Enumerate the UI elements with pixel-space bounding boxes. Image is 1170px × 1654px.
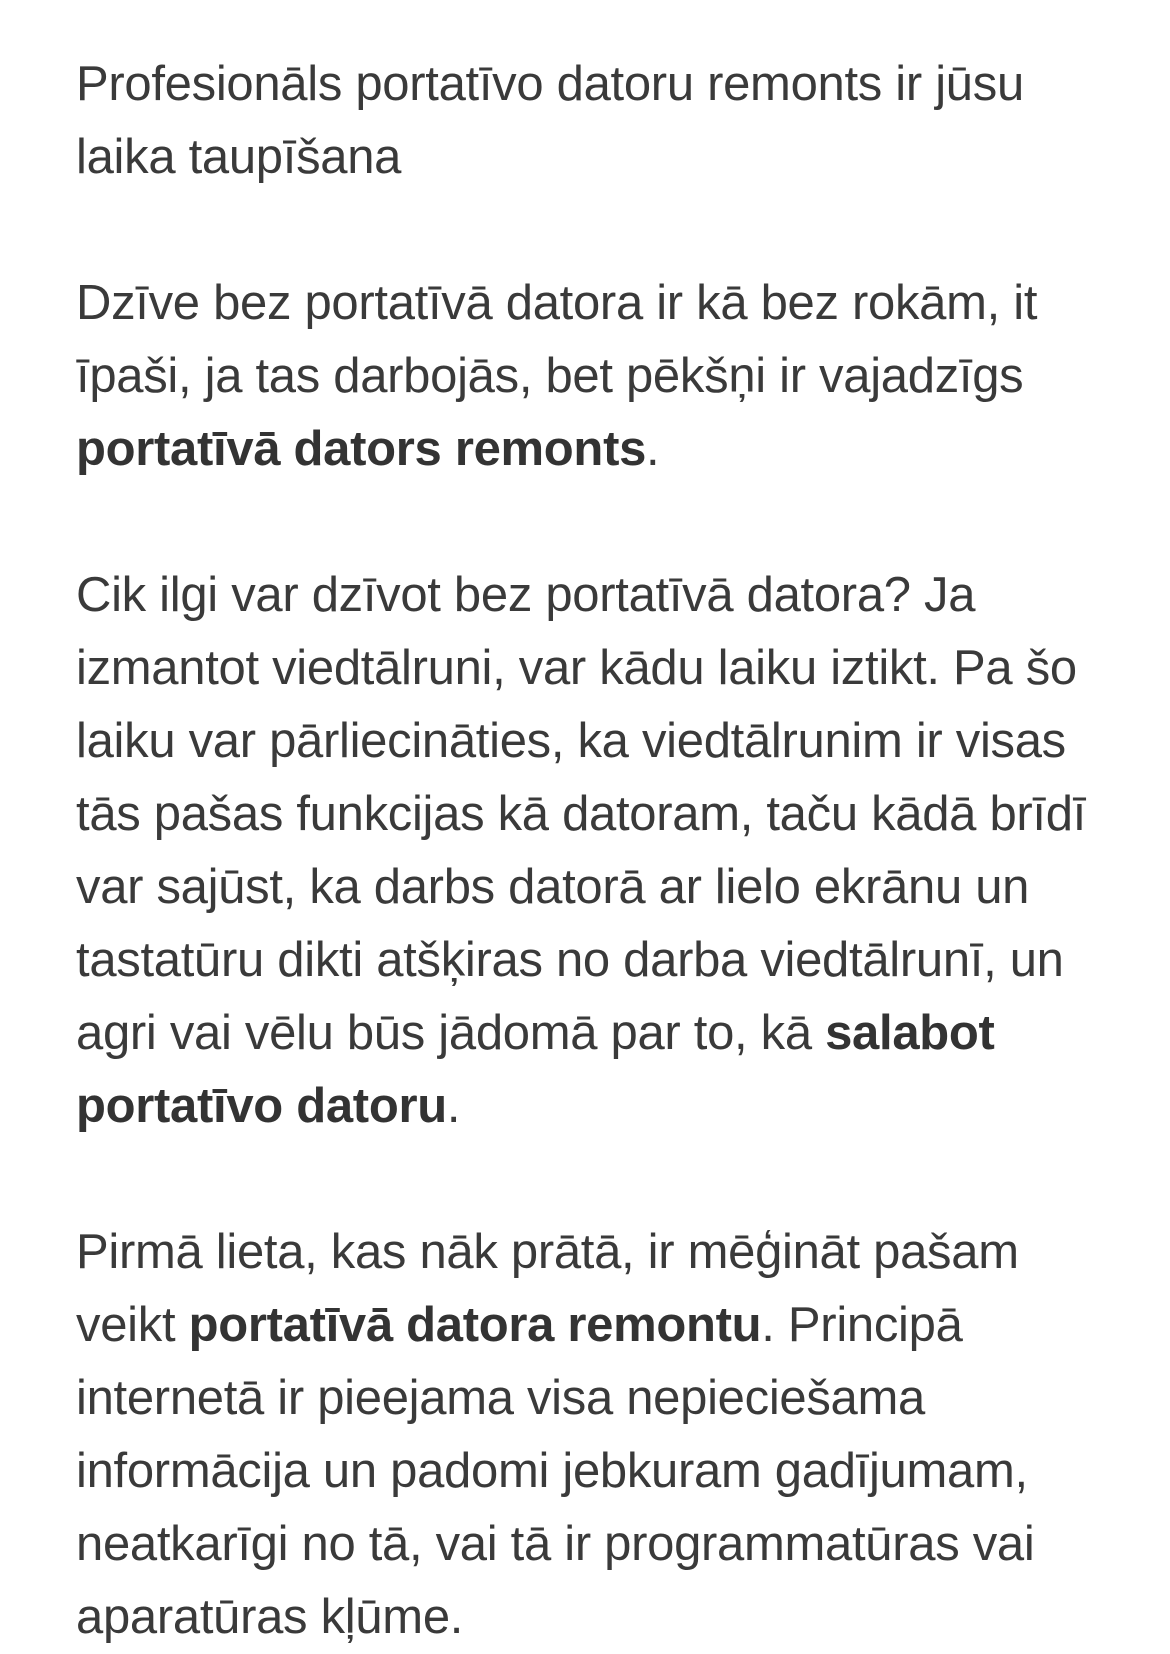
paragraph-2-keyword: salabot portatīvo datoru (76, 1006, 995, 1133)
paragraph-1-end: . (646, 422, 660, 476)
article-heading: Profesionāls portatīvo datoru remonts ir jūsu laika taupīšana (76, 57, 1024, 184)
paragraph-3-end: . Principā internetā ir pieejama visa nepieciešama informācija un padomi jebkuram gadījumam, neatkarīgi no tā, vai tā ir programmatūras vai aparatūras kļūme. (76, 1298, 1035, 1644)
paragraph-2 (76, 559, 1116, 1143)
paragraph-1-keyword: portatīvā dators remonts (76, 422, 647, 476)
article-body (76, 48, 1116, 1654)
paragraph-2-text: Cik ilgi var dzīvot bez portatīvā datora? Ja izmantot viedtālruni, var kādu laiku iztikt. Pa šo laiku var pārliecināties, ka viedtālrunim ir visas tās pašas funkcijas kā datoram, taču kādā brīdī var sajūst, ka darbs datorā ar lielo ekrānu un tastatūru dikti atšķiras no darba viedtālrunī, un agri vai vēlu būs jādomā par to, kā (76, 568, 1086, 1060)
paragraph-3 (76, 1216, 1116, 1654)
paragraph-2-end: . (446, 1079, 461, 1133)
paragraph-1 (76, 267, 1116, 486)
paragraph-3-keyword: portatīvā datora remontu (188, 1298, 762, 1352)
paragraph-3-text: Pirmā lieta, kas nāk prātā, ir mēģināt pašam veikt (76, 1225, 1019, 1352)
paragraph-1-text: Dzīve bez portatīvā datora ir kā bez rokām, it īpaši, ja tas darbojās, bet pēkšņi ir vajadzīgs (76, 276, 1038, 403)
